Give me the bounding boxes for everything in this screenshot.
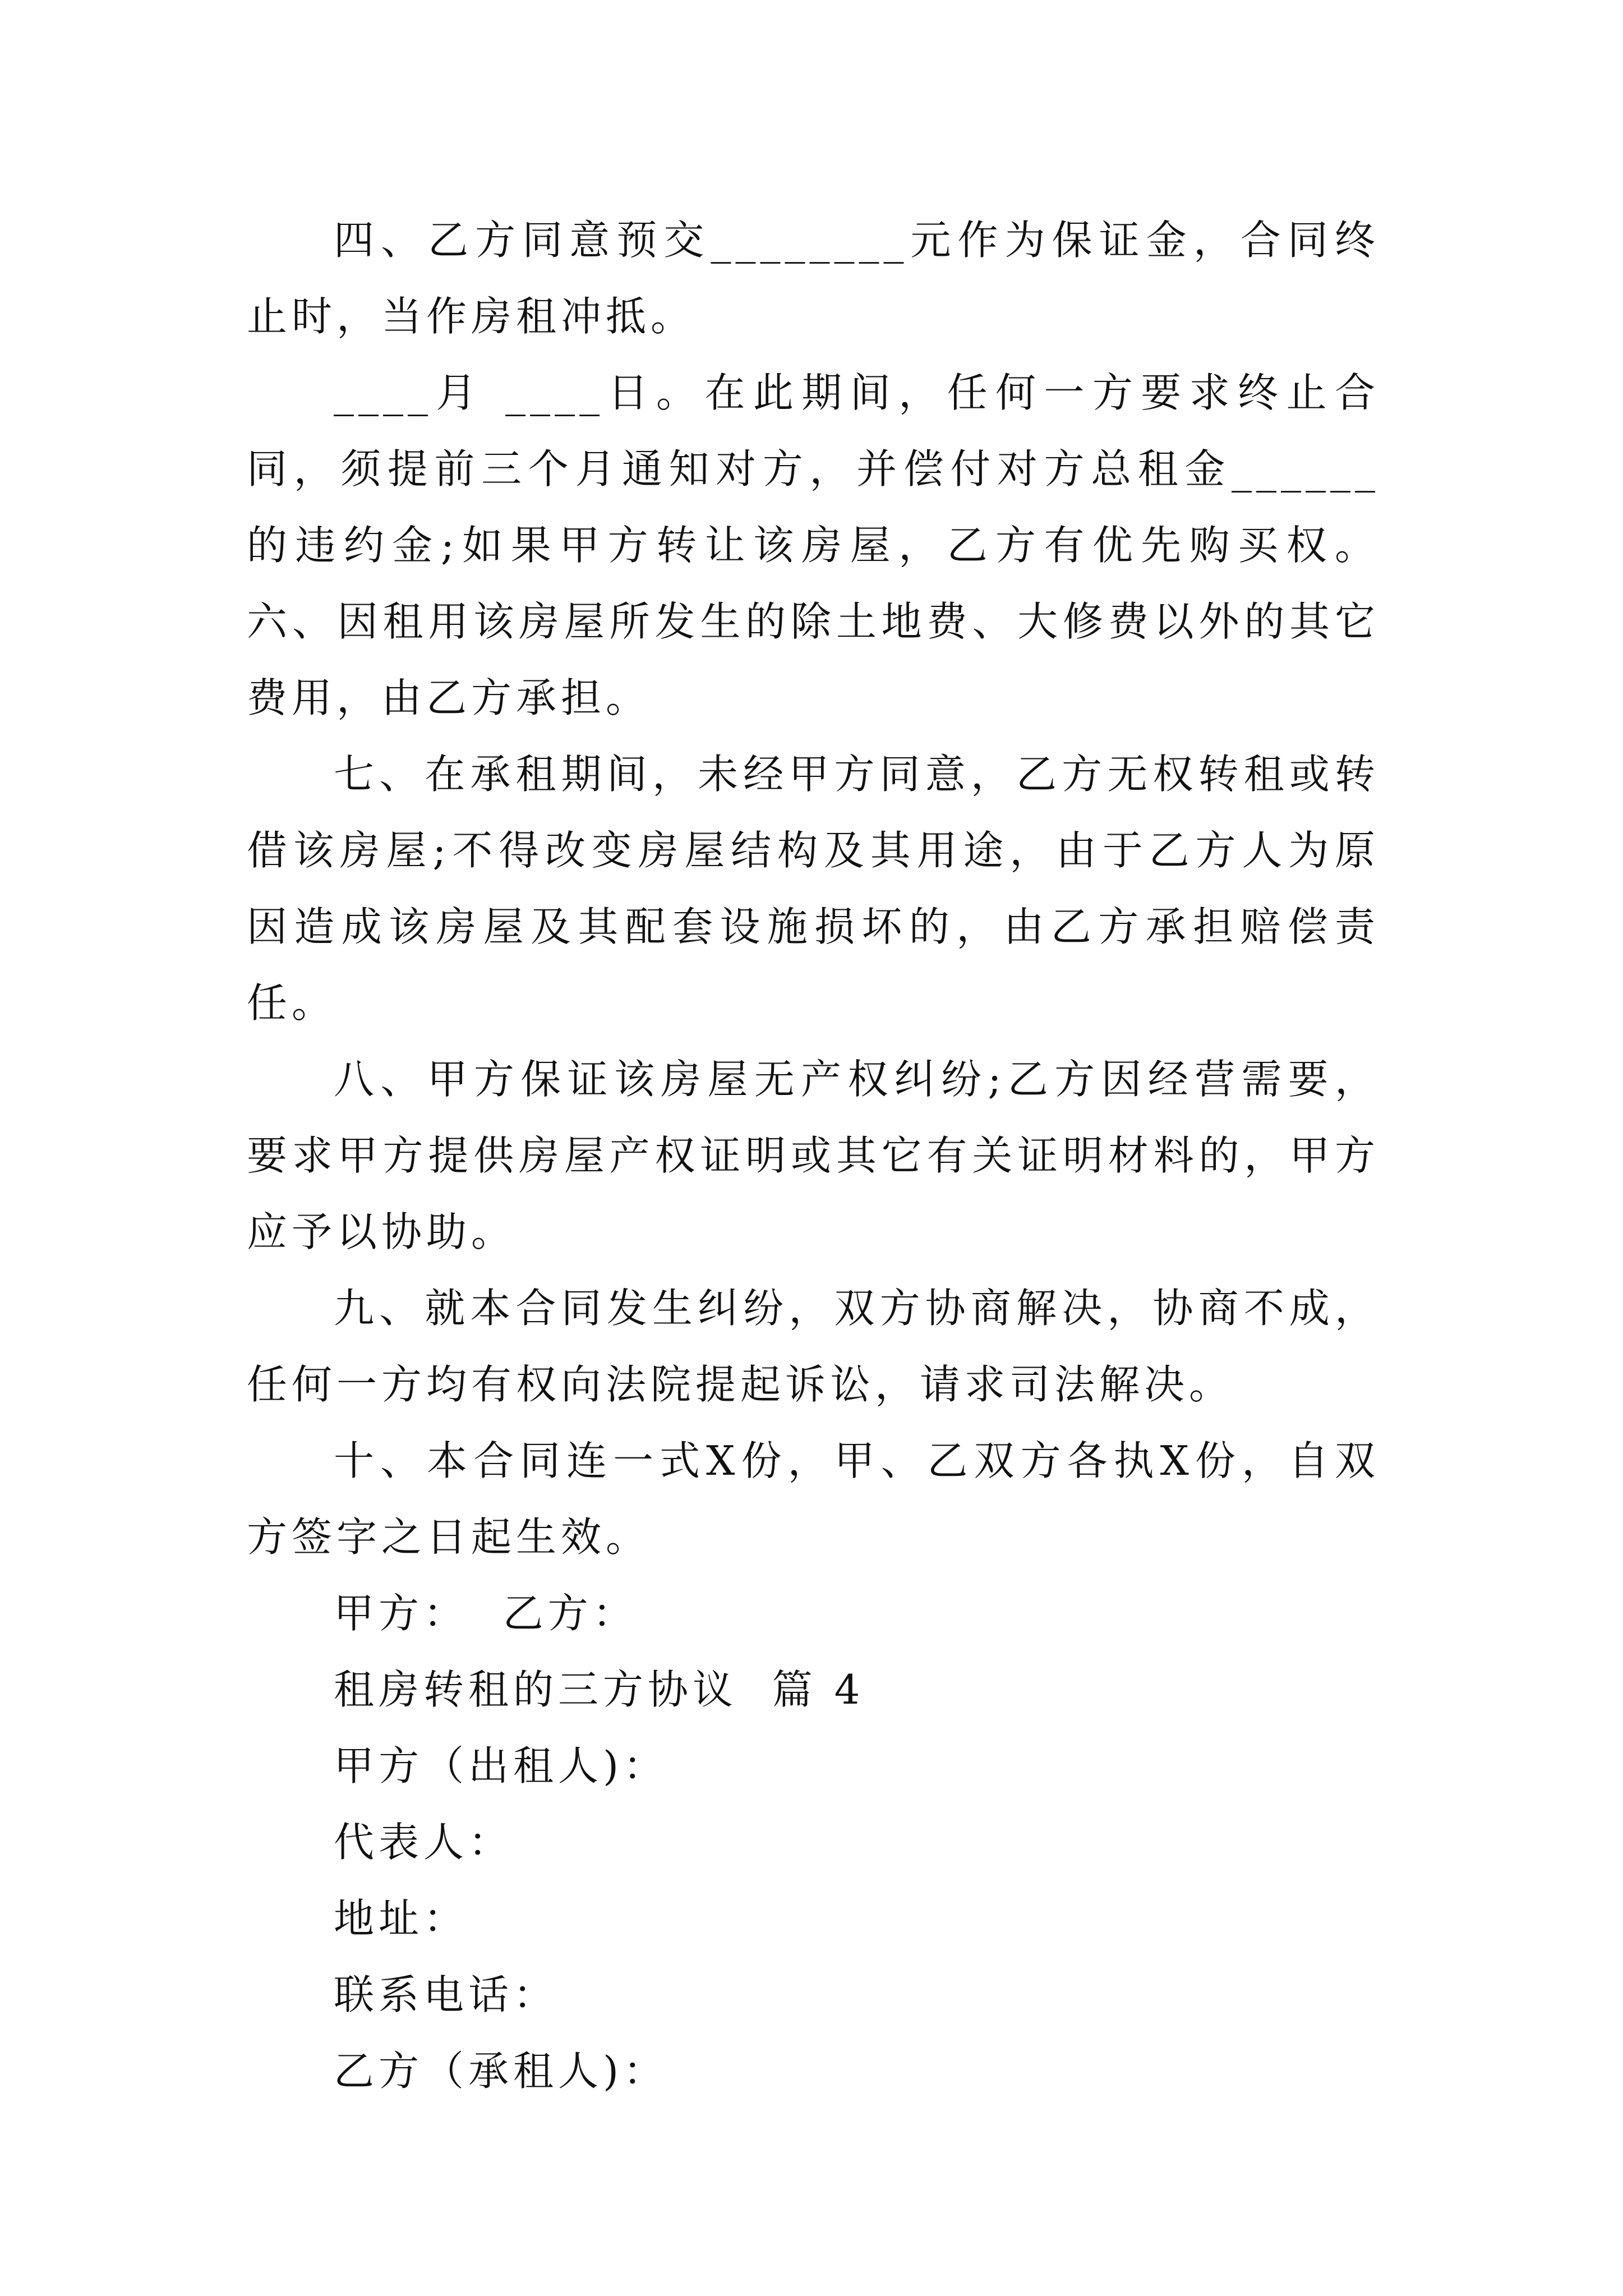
clause-4-deposit: 四、乙方同意预交________元作为保证金，合同终止时，当作房租冲抵。 (247, 217, 1380, 340)
signature-line: 甲方： 乙方： (334, 1590, 638, 1637)
address-label: 地址： (334, 1895, 469, 1942)
party-b-label: 乙方（承租人)： (334, 2047, 668, 2095)
representative-label: 代表人： (334, 1819, 514, 1866)
document-body (247, 202, 1380, 2109)
clause-10-copies: 十、本合同连一式X份，甲、乙双方各执X份，自双方签字之日起生效。 (247, 1437, 1380, 1561)
clause-8-property-rights: 八、甲方保证该房屋无产权纠纷;乙方因经营需要，要求甲方提供房屋产权证明或其它有关证明材料的，甲方应予以协助。 (247, 1056, 1380, 1255)
party-a-label: 甲方（出租人)： (334, 1742, 668, 1789)
clause-9-disputes: 九、就本合同发生纠纷，双方协商解决，协商不成，任何一方均有权向法院提起诉讼，请求司法解决。 (247, 1285, 1380, 1408)
section-heading: 租房转租的三方协议 篇 4 (334, 1666, 865, 1713)
phone-label: 联系电话： (334, 1971, 559, 2018)
clause-7-sublease: 七、在承租期间，未经甲方同意，乙方无权转租或转借该房屋;不得改变房屋结构及其用途，由于乙方人为原因造成该房屋及其配套设施损坏的，由乙方承担赔偿责任。 (247, 751, 1380, 1027)
clause-5-6-term-and-fees: ____月 ____日。在此期间，任何一方要求终止合同，须提前三个月通知对方，并偿付对方总租金______的违约金;如果甲方转让该房屋，乙方有优先购买权。 六、因租用该房屋所发生的除土地费、大修费以外的其它费用，由乙方承担。 (247, 369, 1380, 721)
